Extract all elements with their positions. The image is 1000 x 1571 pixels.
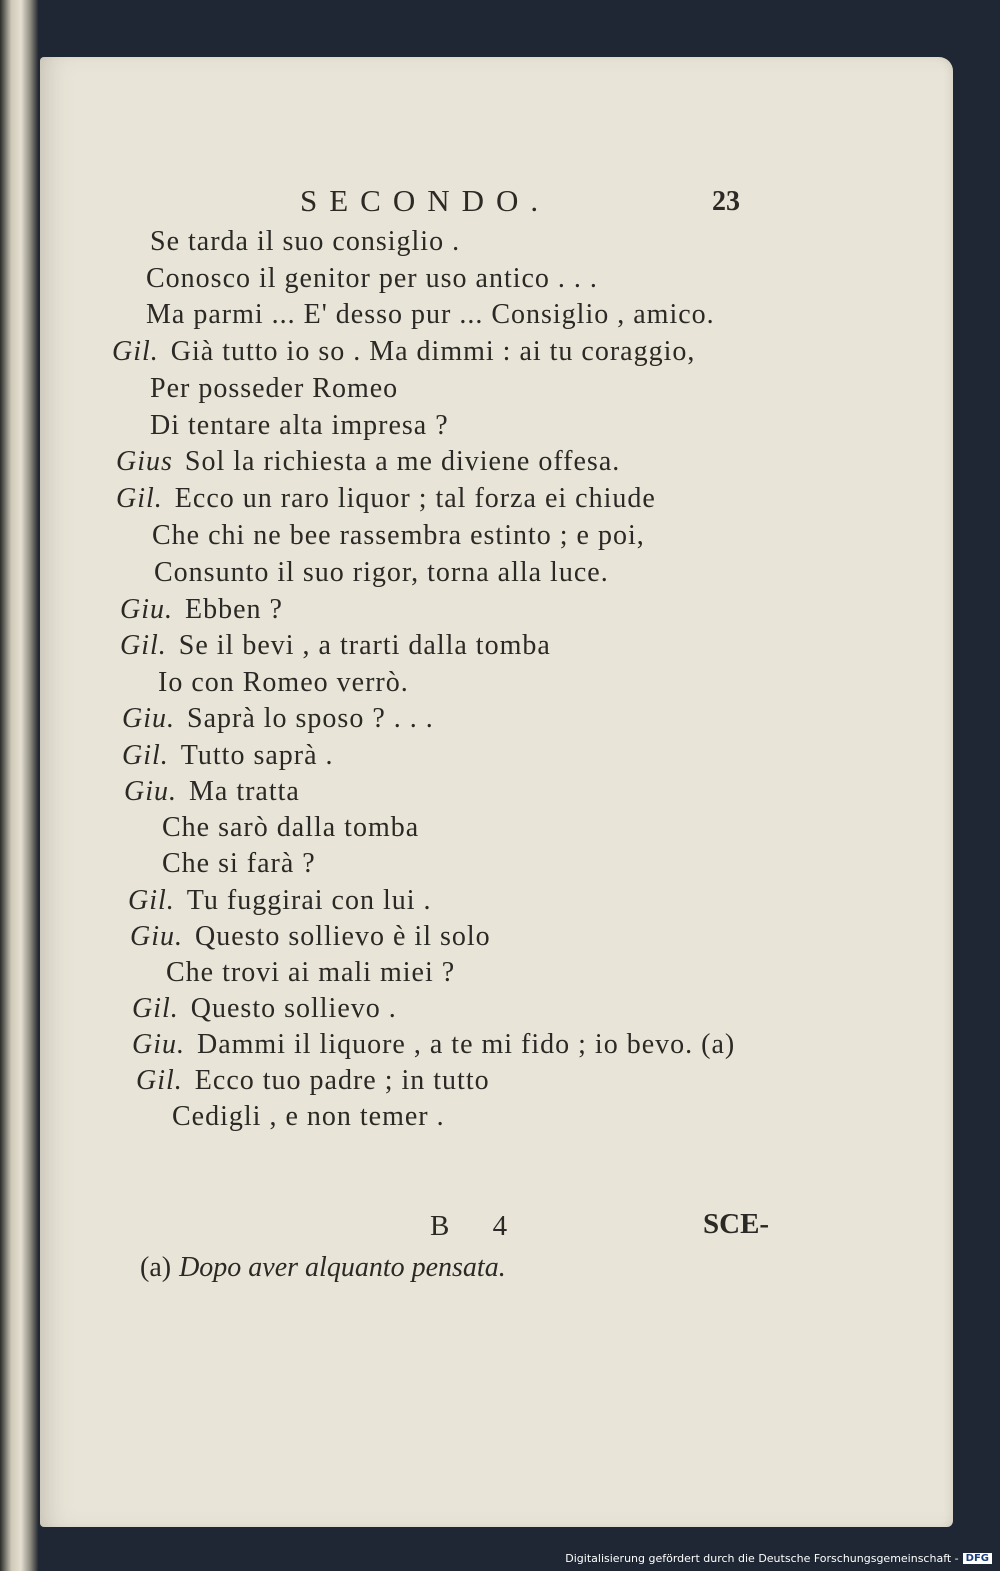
line-text: Questo sollievo è il solo — [195, 921, 491, 952]
line-text: Sol la richiesta a me diviene offesa. — [184, 446, 621, 477]
book-spine-edge — [0, 0, 38, 1571]
speaker-label: Giu. — [124, 776, 177, 807]
dfg-logo-icon: DFG — [963, 1553, 992, 1564]
line-text: Dammi il liquore , a te mi fido ; io bevo. (a) — [197, 1029, 736, 1060]
text-line — [132, 1029, 735, 1061]
line-text: Per posseder Romeo — [150, 373, 399, 404]
line-text: Che sarò dalla tomba — [162, 812, 420, 843]
line-text: Consunto il suo rigor, torna alla luce. — [154, 557, 609, 588]
text-line — [150, 373, 398, 405]
line-text: Che trovi ai mali miei ? — [166, 957, 456, 988]
speaker-label: Giu. — [120, 594, 173, 625]
text-line — [128, 885, 432, 917]
line-text: Che chi ne bee rassembra estinto ; e poi, — [152, 520, 645, 551]
footnote-text: Dopo aver alquanto pensata. — [179, 1252, 506, 1283]
text-line — [146, 299, 715, 331]
text-line — [122, 740, 334, 772]
line-text: Di tentare alta impresa ? — [150, 410, 449, 441]
text-line — [154, 557, 609, 589]
line-text: Tutto saprà . — [180, 740, 334, 771]
running-title: SECONDO. — [300, 183, 551, 218]
speaker-label: Gil. — [128, 885, 175, 916]
text-line — [162, 812, 419, 844]
line-text: Ebben ? — [185, 594, 283, 625]
text-line — [172, 1101, 445, 1133]
line-text: Ecco un raro liquor ; tal forza ei chiude — [174, 483, 656, 514]
speaker-label: Gil. — [122, 740, 169, 771]
line-text: Io con Romeo verrò. — [158, 667, 409, 698]
speaker-label: Giu. — [130, 921, 183, 952]
text-line — [130, 921, 491, 953]
line-text: Saprà lo sposo ? . . . — [187, 703, 434, 734]
text-line — [122, 703, 434, 735]
line-text: Ma parmi ... E' desso pur ... Consiglio , amico. — [146, 299, 715, 330]
line-text: Tu fuggirai con lui . — [186, 885, 432, 916]
speaker-label: Gil. — [116, 483, 163, 514]
speaker-label: Giu. — [122, 703, 175, 734]
line-text: Ecco tuo padre ; in tutto — [194, 1065, 490, 1096]
text-line — [150, 226, 460, 258]
line-text: Cedigli , e non temer . — [172, 1101, 445, 1132]
text-line — [116, 446, 620, 478]
page-number: 23 — [712, 186, 740, 217]
line-text: Se tarda il suo consiglio . — [150, 226, 461, 257]
text-line — [150, 410, 449, 442]
speaker-label: Gil. — [132, 993, 179, 1024]
text-line — [146, 263, 598, 295]
text-line — [152, 520, 645, 552]
text-line — [136, 1065, 490, 1097]
line-text: Che si farà ? — [162, 848, 316, 879]
digitization-credit — [565, 1552, 992, 1565]
speaker-label: Giu. — [132, 1029, 185, 1060]
text-line — [124, 776, 300, 808]
credit-text: Digitalisierung gefördert durch die Deutsche Forschungsgemeinschaft - — [565, 1552, 959, 1565]
text-line — [120, 594, 283, 626]
catchword: SCE- — [703, 1208, 770, 1240]
line-text: Questo sollievo . — [190, 993, 397, 1024]
text-line — [166, 957, 455, 989]
footnote-mark: (a) — [140, 1252, 172, 1283]
text-line — [120, 630, 551, 662]
text-line — [132, 993, 397, 1025]
text-line — [162, 848, 316, 880]
footnote — [140, 1252, 506, 1284]
line-text: Conosco il genitor per uso antico . . . — [146, 263, 598, 294]
speaker-label: Gil. — [136, 1065, 183, 1096]
line-text: Se il bevi , a trarti dalla tomba — [178, 630, 551, 661]
speaker-label: Gil. — [120, 630, 167, 661]
speaker-label: Gius — [116, 446, 173, 477]
line-text: Ma tratta — [189, 776, 300, 807]
text-line — [116, 483, 656, 515]
text-line — [158, 667, 409, 699]
speaker-label: Gil. — [112, 336, 159, 367]
line-text: Già tutto io so . Ma dimmi : ai tu coraggio, — [170, 336, 696, 367]
signature-mark: B 4 — [430, 1210, 526, 1242]
text-line — [112, 336, 695, 368]
